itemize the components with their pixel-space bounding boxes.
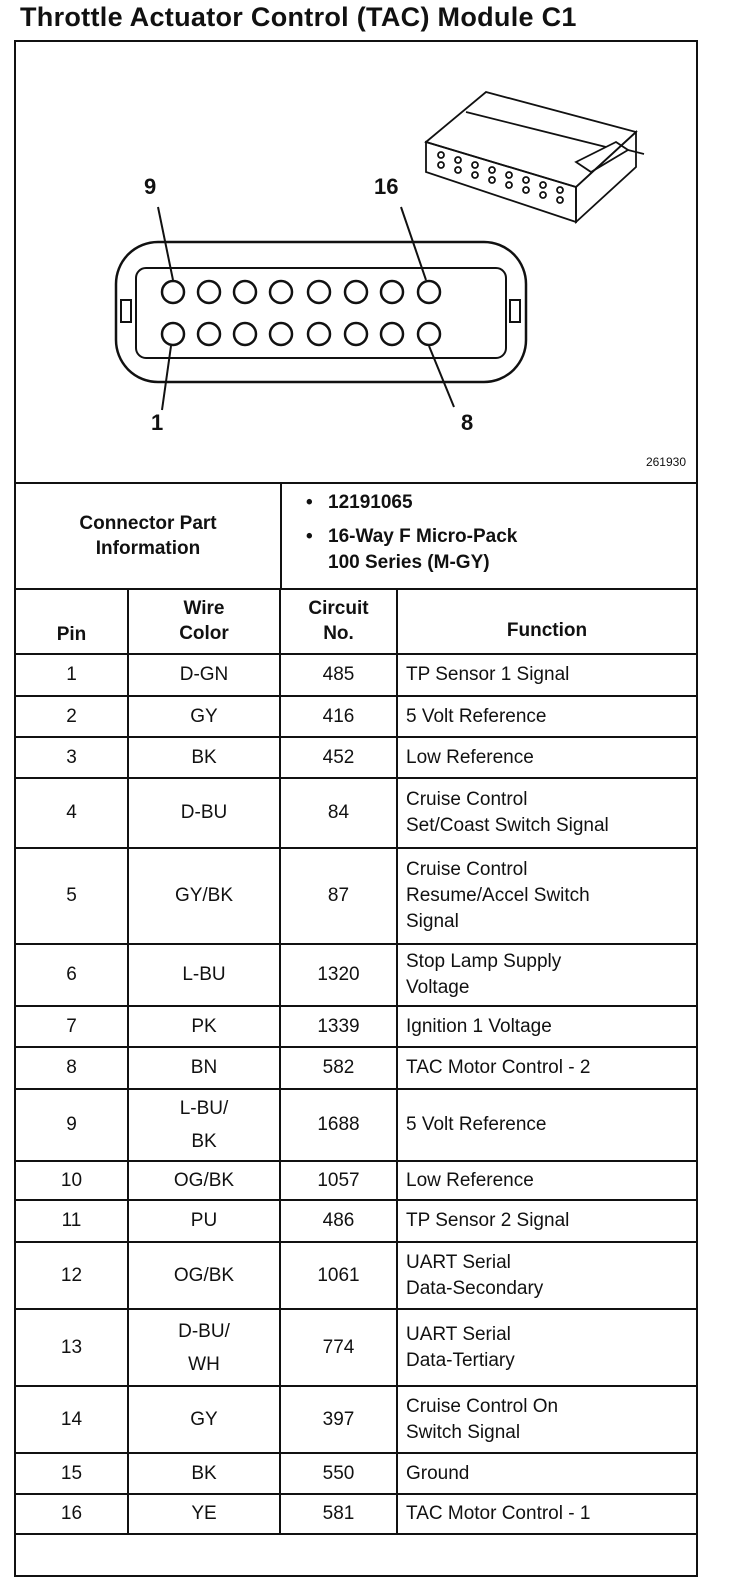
pinout-table xyxy=(16,588,696,1535)
pin-cell: 15 xyxy=(16,1453,128,1494)
wire-color-cell: BK xyxy=(128,737,280,778)
function-cell xyxy=(397,1309,696,1386)
connector-diagram xyxy=(16,42,696,484)
circuit-cell: 1320 xyxy=(280,944,397,1006)
function-line: Stop Lamp Supply xyxy=(406,951,562,972)
pin-cell: 2 xyxy=(16,696,128,737)
table-row xyxy=(16,1242,696,1309)
wire-color-cell: D-GN xyxy=(128,654,280,696)
wire-color-cell: OG/BK xyxy=(128,1161,280,1200)
circuit-cell: 550 xyxy=(280,1453,397,1494)
wire-color-cell xyxy=(128,1089,280,1161)
pin-cell: 14 xyxy=(16,1386,128,1453)
connector-info-details xyxy=(306,490,517,576)
pin-cell: 11 xyxy=(16,1200,128,1242)
connector-info-label-line2: Information xyxy=(95,538,201,559)
table-row xyxy=(16,1309,696,1386)
wire-color-cell: BK xyxy=(128,1453,280,1494)
circuit-cell: 416 xyxy=(280,696,397,737)
table-row xyxy=(16,944,696,1006)
function-cell: 5 Volt Reference xyxy=(397,1089,696,1161)
function-cell xyxy=(397,778,696,848)
wire-color-cell: L-BU xyxy=(128,944,280,1006)
function-cell: TP Sensor 2 Signal xyxy=(397,1200,696,1242)
table-row xyxy=(16,1089,696,1161)
function-cell: TP Sensor 1 Signal xyxy=(397,654,696,696)
header-circuit-line2: No. xyxy=(323,622,354,644)
bullet-icon: • xyxy=(306,526,313,547)
table-row xyxy=(16,1386,696,1453)
function-line: Resume/Accel Switch xyxy=(406,885,590,906)
function-cell: Ground xyxy=(397,1453,696,1494)
connector-info-row xyxy=(16,484,696,590)
circuit-cell: 1061 xyxy=(280,1242,397,1309)
function-line: Cruise Control xyxy=(406,859,528,880)
document-frame xyxy=(14,40,698,1577)
function-line: Data-Secondary xyxy=(406,1277,544,1299)
header-circuit-line1: Circuit xyxy=(308,597,369,619)
pin-label-top-right: 16 xyxy=(374,174,399,199)
connector-description-line1: 16-Way F Micro-Pack xyxy=(328,526,518,547)
table-row xyxy=(16,778,696,848)
circuit-cell: 87 xyxy=(280,848,397,944)
header-wire-color xyxy=(128,588,280,654)
pin-cell: 1 xyxy=(16,654,128,696)
table-row xyxy=(16,1494,696,1534)
header-function: Function xyxy=(397,588,696,654)
header-wire-line2: Color xyxy=(179,622,229,644)
connector-description-line2: 100 Series (M-GY) xyxy=(328,552,490,573)
function-line: Signal xyxy=(406,911,459,932)
table-row xyxy=(16,654,696,696)
function-line: UART Serial xyxy=(406,1251,511,1273)
header-pin: Pin xyxy=(16,588,128,654)
connector-info-label-line1: Connector Part xyxy=(79,513,217,534)
pin-cell: 8 xyxy=(16,1047,128,1089)
function-line: Data-Tertiary xyxy=(406,1349,515,1371)
connector-info-label xyxy=(16,484,282,588)
function-line: Cruise Control On xyxy=(406,1395,559,1417)
pin-cell: 9 xyxy=(16,1089,128,1161)
table-row xyxy=(16,1161,696,1200)
pin-cell: 12 xyxy=(16,1242,128,1309)
function-cell: TAC Motor Control - 2 xyxy=(397,1047,696,1089)
wire-color-cell: OG/BK xyxy=(128,1242,280,1309)
wire-line: BK xyxy=(191,1131,217,1152)
pin-cell: 5 xyxy=(16,848,128,944)
bullet-icon: • xyxy=(306,492,313,513)
pin-cell: 13 xyxy=(16,1309,128,1386)
function-cell: 5 Volt Reference xyxy=(397,696,696,737)
circuit-cell: 581 xyxy=(280,1494,397,1534)
circuit-cell: 84 xyxy=(280,778,397,848)
circuit-cell: 582 xyxy=(280,1047,397,1089)
wire-color-cell: BN xyxy=(128,1047,280,1089)
wire-color-cell: D-BU xyxy=(128,778,280,848)
pin-label-bottom-left: 1 xyxy=(151,410,164,435)
table-row xyxy=(16,1200,696,1242)
function-cell xyxy=(397,944,696,1006)
function-line: Cruise Control xyxy=(406,789,528,810)
table-header-row xyxy=(16,588,696,654)
table-row xyxy=(16,1047,696,1089)
circuit-cell: 1339 xyxy=(280,1006,397,1047)
circuit-cell: 486 xyxy=(280,1200,397,1242)
wire-line: D-BU/ xyxy=(178,1320,230,1342)
wire-color-cell: PU xyxy=(128,1200,280,1242)
function-line: Set/Coast Switch Signal xyxy=(406,815,609,836)
page-title: Throttle Actuator Control (TAC) Module C1 xyxy=(20,2,577,32)
wire-color-cell xyxy=(128,1309,280,1386)
circuit-cell: 1688 xyxy=(280,1089,397,1161)
circuit-cell: 485 xyxy=(280,654,397,696)
circuit-cell: 452 xyxy=(280,737,397,778)
header-circuit-no xyxy=(280,588,397,654)
table-row xyxy=(16,696,696,737)
part-number: 12191065 xyxy=(328,492,413,513)
wire-color-cell: PK xyxy=(128,1006,280,1047)
pin-label-top-left: 9 xyxy=(144,174,157,199)
function-cell xyxy=(397,1242,696,1309)
function-line: UART Serial xyxy=(406,1323,511,1345)
connector-face-icon xyxy=(16,42,696,482)
function-cell: Low Reference xyxy=(397,1161,696,1200)
wire-color-cell: GY/BK xyxy=(128,848,280,944)
wire-line: WH xyxy=(188,1353,220,1375)
function-line: Voltage xyxy=(406,977,470,998)
function-cell xyxy=(397,1386,696,1453)
function-cell: Ignition 1 Voltage xyxy=(397,1006,696,1047)
wire-color-cell: GY xyxy=(128,1386,280,1453)
function-cell: TAC Motor Control - 1 xyxy=(397,1494,696,1534)
pin-cell: 4 xyxy=(16,778,128,848)
wire-color-cell: GY xyxy=(128,696,280,737)
circuit-cell: 397 xyxy=(280,1386,397,1453)
function-line: Switch Signal xyxy=(406,1421,521,1443)
table-row xyxy=(16,1453,696,1494)
header-wire-line1: Wire xyxy=(183,597,225,619)
pin-cell: 7 xyxy=(16,1006,128,1047)
wire-color-cell: YE xyxy=(128,1494,280,1534)
circuit-cell: 774 xyxy=(280,1309,397,1386)
pin-cell: 6 xyxy=(16,944,128,1006)
wire-line: L-BU/ xyxy=(179,1098,229,1119)
table-row xyxy=(16,1006,696,1047)
table-row xyxy=(16,737,696,778)
function-cell: Low Reference xyxy=(397,737,696,778)
pin-cell: 3 xyxy=(16,737,128,778)
pin-cell: 10 xyxy=(16,1161,128,1200)
pin-cell: 16 xyxy=(16,1494,128,1534)
figure-number: 261930 xyxy=(645,455,686,469)
pin-label-bottom-right: 8 xyxy=(461,410,474,435)
circuit-cell: 1057 xyxy=(280,1161,397,1200)
table-row xyxy=(16,848,696,944)
function-cell xyxy=(397,848,696,944)
